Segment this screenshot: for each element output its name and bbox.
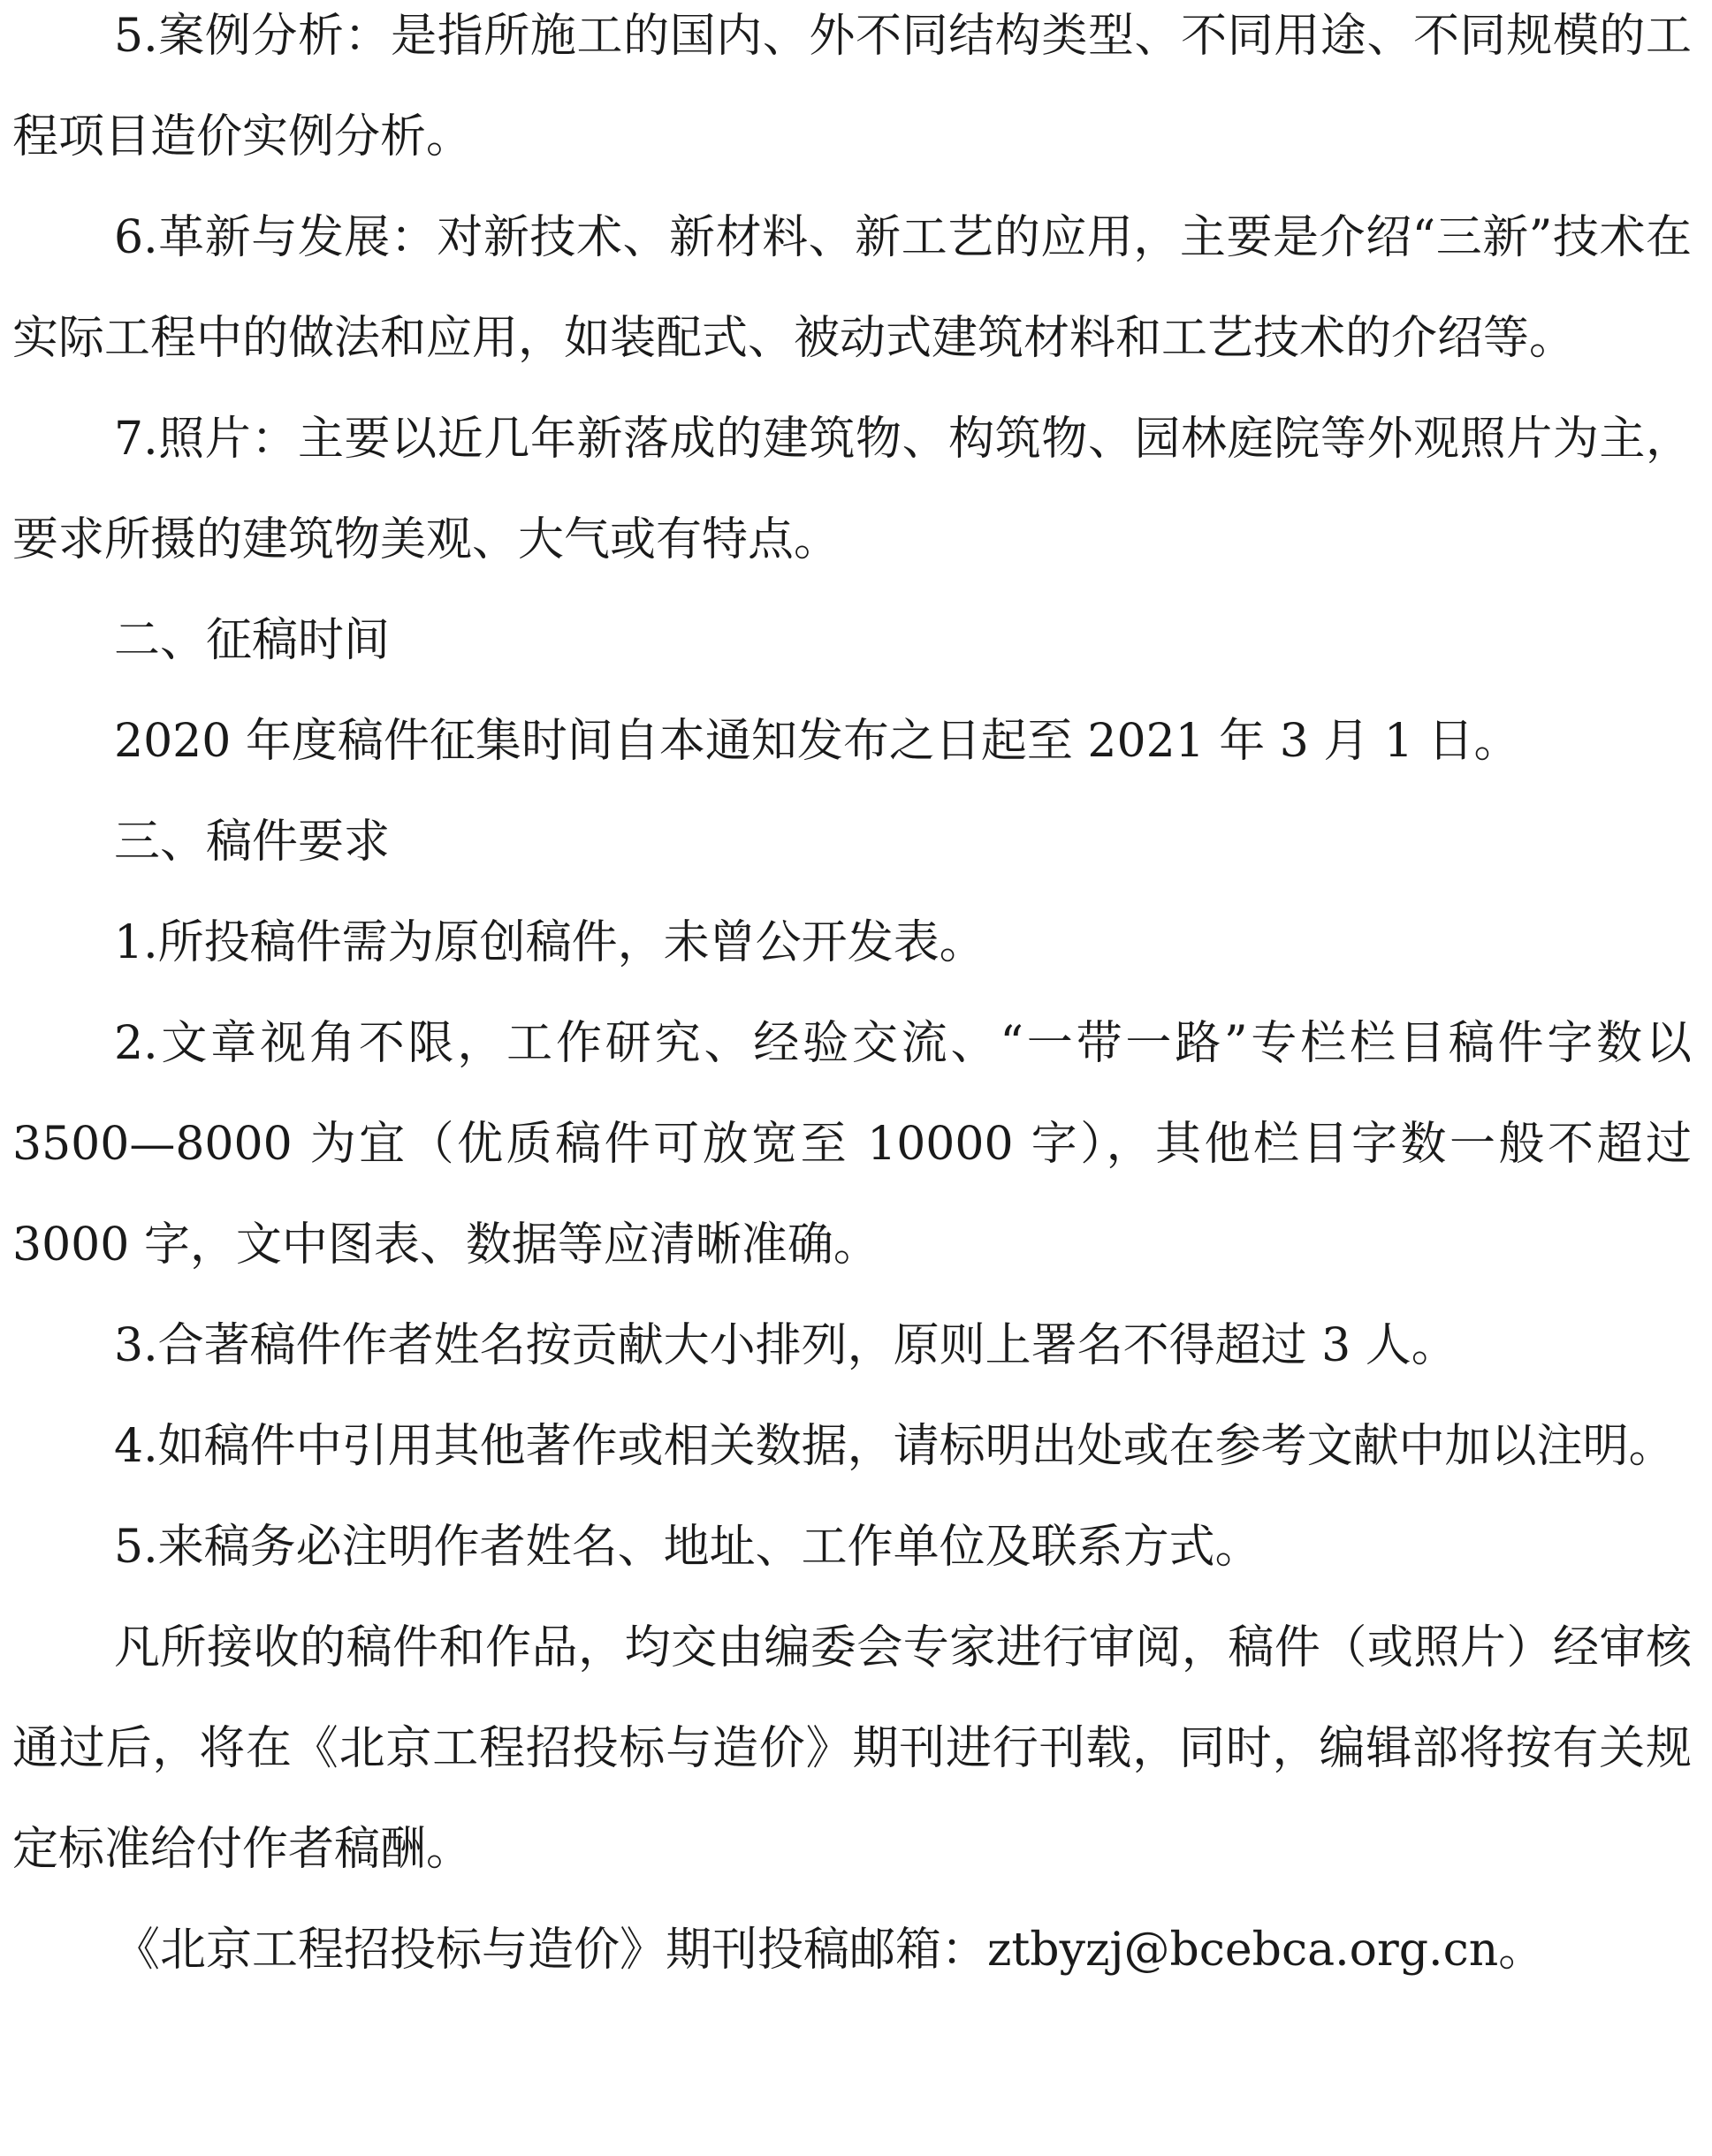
paragraph-requirement-authors: 3.合著稿件作者姓名按贡献大小排列，原则上署名不得超过 3 人。 — [114, 1319, 1457, 1372]
paragraph-case-analysis: 5.案例分析：是指所施工的国内、外不同结构类型、不同用途、不同规模的工程项目造价实例分析。 — [12, 10, 1692, 163]
section-heading-requirements: 三、稿件要求 — [114, 816, 391, 869]
paragraph-innovation: 6.革新与发展：对新技术、新材料、新工艺的应用，主要是介绍“三新”技术在实际工程中的做法和应用，如装配式、被动式建筑材料和工艺技术的介绍等。 — [12, 211, 1692, 365]
paragraph-photos: 7.照片：主要以近几年新落成的建筑物、构筑物、园林庭院等外观照片为主，要求所摄的建筑物美观、大气或有特点。 — [12, 413, 1692, 566]
paragraph-submission-period: 2020 年度稿件征集时间自本通知发布之日起至 2021 年 3 月 1 日。 — [114, 715, 1520, 768]
document-body — [12, 0, 1692, 2000]
paragraph-submission-email: 《北京工程招投标与造价》期刊投稿邮箱：ztbyzj@bcebca.org.cn。 — [114, 1924, 1545, 1977]
paragraph-requirement-length: 2.文章视角不限，工作研究、经验交流、“一带一路”专栏栏目稿件字数以 3500—8000 为宜（优质稿件可放宽至 10000 字），其他栏目字数一般不超过 3000 字，文中图表、数据等应清晰准确。 — [12, 1017, 1692, 1272]
paragraph-requirement-citations: 4.如稿件中引用其他著作或相关数据，请标明出处或在参考文献中加以注明。 — [114, 1420, 1675, 1473]
section-heading-submission-period: 二、征稿时间 — [114, 614, 391, 667]
paragraph-review-and-payment: 凡所接收的稿件和作品，均交由编委会专家进行审阅，稿件（或照片）经审核通过后，将在《北京工程招投标与造价》期刊进行刊载，同时，编辑部将按有关规定标准给付作者稿酬。 — [12, 1621, 1692, 1876]
paragraph-requirement-contact: 5.来稿务必注明作者姓名、地址、工作单位及联系方式。 — [114, 1521, 1261, 1574]
paragraph-requirement-original: 1.所投稿件需为原创稿件，未曾公开发表。 — [114, 916, 985, 969]
